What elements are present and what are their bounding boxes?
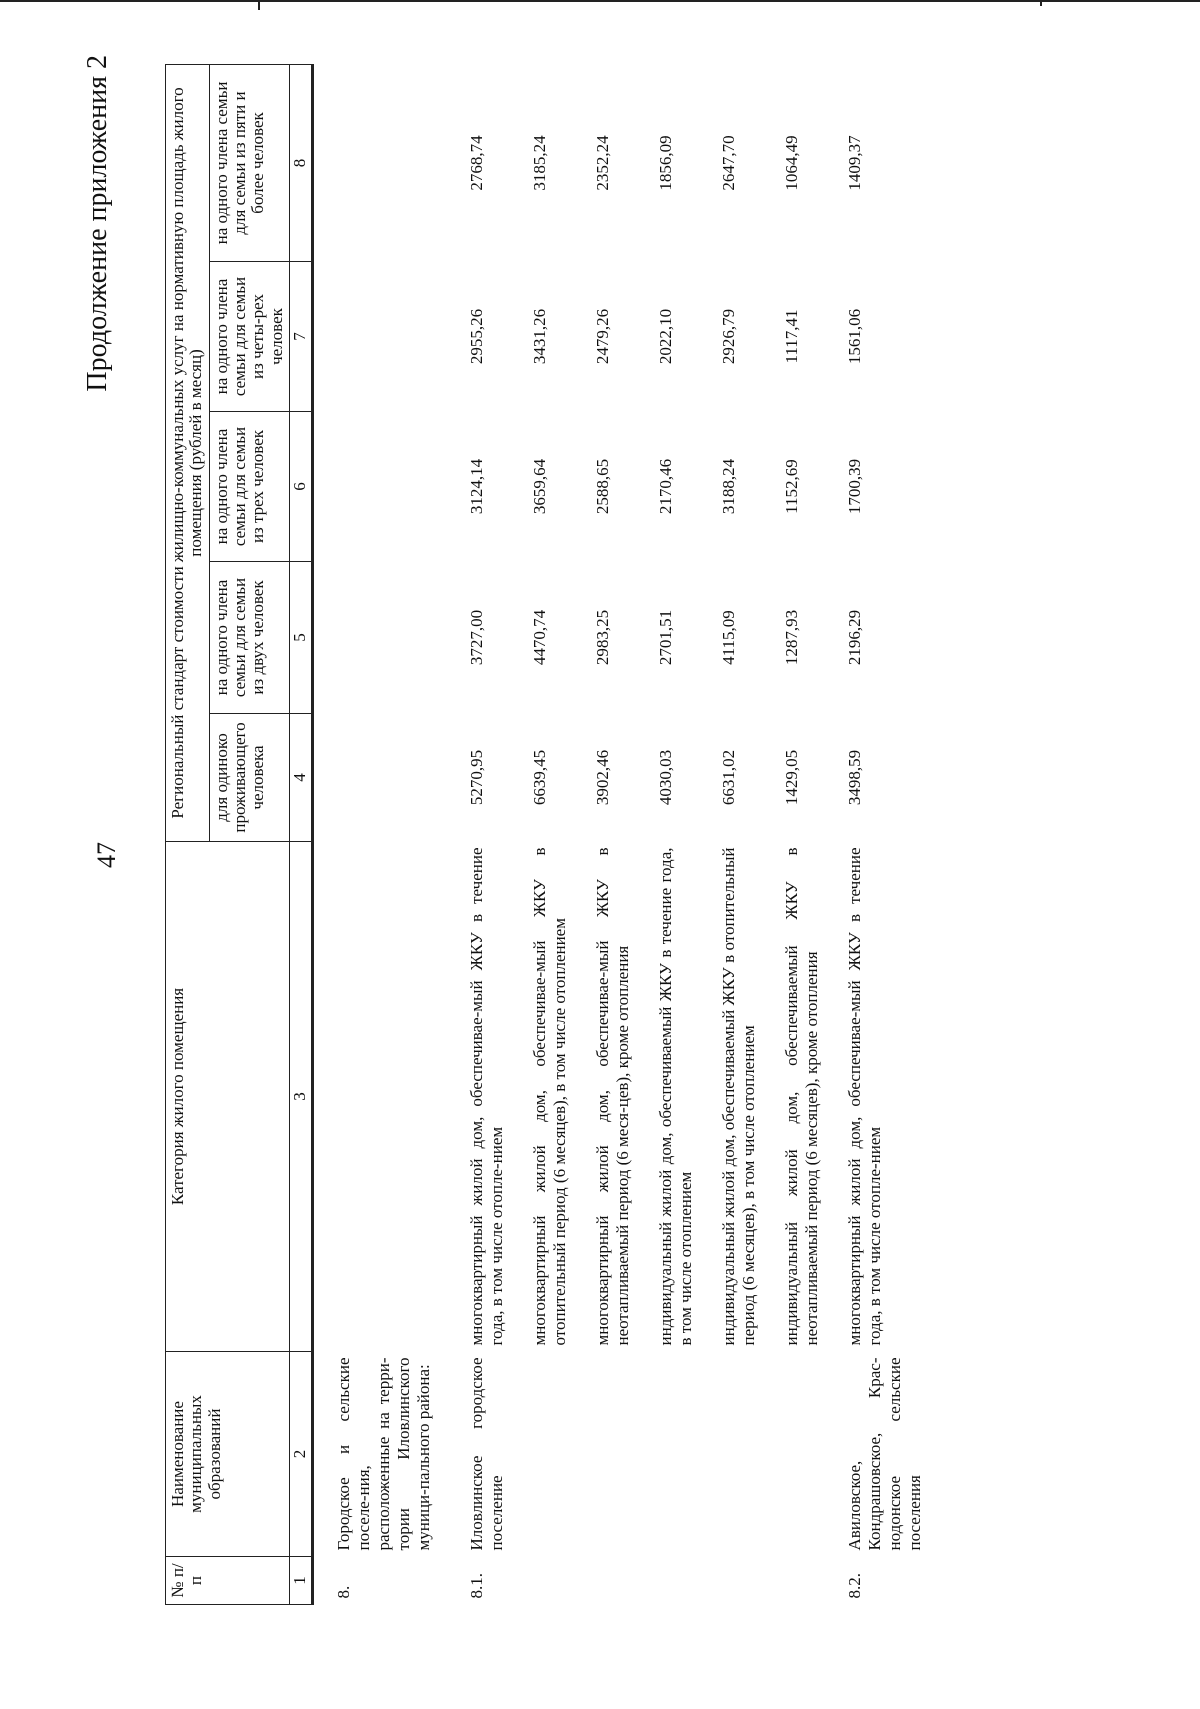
municipality-name: Иловлинское городское поселение <box>466 1357 506 1551</box>
row-number: 8. <box>333 1585 353 1599</box>
cost-single: 1429,05 <box>782 749 802 806</box>
housing-category: индивидуальный жилой дом, обеспечиваемый ЖКУ в неотапливаемый период (6 месяцев), кроме отопления <box>782 847 822 1346</box>
column-index: 6 <box>290 412 312 562</box>
cost-five-plus: 1064,49 <box>782 135 802 191</box>
cost-single: 6631,02 <box>719 749 739 806</box>
row-number: 8.2. <box>845 1573 865 1599</box>
housing-category: многоквартирный жилой дом, обеспечивае-мый ЖКУ в течение года, в том числе отопле-нием <box>845 847 885 1346</box>
cost-two: 2983,25 <box>592 609 612 666</box>
page-number: 47 <box>92 842 121 868</box>
cost-three: 3188,24 <box>719 458 739 515</box>
scan-edge-mark <box>258 0 260 10</box>
cost-three: 2588,65 <box>592 458 612 515</box>
cost-four <box>312 262 437 412</box>
cost-two <box>312 562 437 714</box>
cost-five-plus <box>312 64 437 261</box>
municipality-name <box>510 1352 573 1557</box>
header-group-standard: Региональный стандарт стоимости жилищно-коммунальных услуг на нормативную площадь жилого помещения (рублей в месяц) <box>166 64 210 841</box>
table-row <box>762 64 825 1604</box>
column-index: 2 <box>290 1352 312 1557</box>
cost-four: 1561,06 <box>845 308 865 365</box>
cost-five-plus: 2352,24 <box>592 135 612 191</box>
cost-single: 3498,59 <box>845 749 865 806</box>
row-number <box>699 1557 762 1605</box>
cost-two: 2701,51 <box>656 609 676 666</box>
cost-four: 1117,41 <box>782 309 802 364</box>
housing-category: многоквартирный жилой дом, обеспечивае-мый ЖКУ в неотапливаемый период (6 меся-цев), кроме отопления <box>592 847 632 1346</box>
header-col-three: на одного члена семьи для семьи из трех человек <box>209 412 289 562</box>
rotated-page <box>10 15 1190 1695</box>
cost-three: 3659,64 <box>529 458 549 515</box>
cost-five-plus: 1856,09 <box>656 135 676 191</box>
cost-four: 3431,26 <box>529 308 549 365</box>
row-number <box>636 1557 699 1605</box>
header-col-two: на одного члена семьи для семьи из двух человек <box>209 562 289 714</box>
row-number <box>510 1557 573 1605</box>
table-row <box>510 64 573 1604</box>
table-row <box>699 64 762 1604</box>
municipality-name <box>699 1352 762 1557</box>
cost-two: 2196,29 <box>845 609 865 666</box>
municipality-name <box>636 1352 699 1557</box>
cost-five-plus: 1409,37 <box>845 135 865 191</box>
scan-edge-mark <box>1040 0 1042 6</box>
cost-five-plus: 3185,24 <box>529 135 549 191</box>
cost-single <box>312 714 437 842</box>
table-row <box>573 64 636 1604</box>
cost-four: 2955,26 <box>466 308 486 365</box>
housing-category: многоквартирный жилой дом, обеспечивае-мый ЖКУ в течение года, в том числе отопле-нием <box>466 847 506 1346</box>
cost-two: 4115,09 <box>719 610 739 665</box>
column-index: 1 <box>290 1557 312 1605</box>
cost-four: 2022,10 <box>656 308 676 365</box>
cost-four: 2926,79 <box>719 308 739 365</box>
municipality-name <box>762 1352 825 1557</box>
table-row <box>437 64 510 1604</box>
row-number <box>573 1557 636 1605</box>
row-number: 8.1. <box>466 1573 486 1599</box>
header-col-five-plus: на одного члена семьи для семьи из пяти и более человек <box>209 64 289 261</box>
table-row <box>636 64 699 1604</box>
continuation-label: Продолжение приложения 2 <box>82 55 113 392</box>
cost-three <box>312 412 437 562</box>
column-index: 5 <box>290 562 312 714</box>
cost-two: 1287,93 <box>782 609 802 666</box>
header-col-four: на одного члена семьи для семьи из четы-рех человек <box>209 262 289 412</box>
column-index: 3 <box>290 842 312 1352</box>
column-index: 4 <box>290 714 312 842</box>
housing-category: индивидуальный жилой дом, обеспечиваемый ЖКУ в течение года, в том числе отоплением <box>656 847 696 1346</box>
cost-two: 3727,00 <box>466 609 486 666</box>
housing-category <box>312 842 437 1352</box>
scan-top-edge <box>0 0 1200 2</box>
header-col-category: Категория жилого помещения <box>166 842 290 1352</box>
cost-single: 3902,46 <box>592 749 612 806</box>
cost-three: 1152,69 <box>782 459 802 514</box>
cost-single: 6639,45 <box>529 749 549 806</box>
housing-category: многоквартирный жилой дом, обеспечивае-мый ЖКУ в отопительный период (6 месяцев), в том числе отоплением <box>529 847 569 1346</box>
cost-five-plus: 2647,70 <box>719 135 739 191</box>
cost-five-plus: 2768,74 <box>466 135 486 191</box>
cost-single: 4030,03 <box>656 749 676 806</box>
row-number <box>762 1557 825 1605</box>
header-col-single: для одиноко проживающего человека <box>209 714 289 842</box>
cost-three: 3124,14 <box>466 458 486 515</box>
header-col-name: Наименование муниципальных образований <box>166 1352 290 1557</box>
header-col-number: № п/п <box>166 1557 290 1605</box>
column-index: 8 <box>290 64 312 261</box>
cost-three: 2170,46 <box>656 458 676 515</box>
municipality-name <box>573 1352 636 1557</box>
cost-three: 1700,39 <box>845 458 865 515</box>
table-row <box>825 64 928 1604</box>
standards-table <box>165 64 929 1605</box>
municipality-name: Городское и сельские поселе-ния, расположенные на терри-тории Иловлинского муници-пального района: <box>333 1357 433 1551</box>
column-index: 7 <box>290 262 312 412</box>
housing-category: индивидуальный жилой дом, обеспечиваемый ЖКУ в отопительный период (6 месяцев), в том числе отоплением <box>719 847 759 1346</box>
municipality-name: Авиловское, Кондрашовское, Крас-нодонское сельские поселения <box>845 1357 925 1551</box>
cost-four: 2479,26 <box>592 308 612 365</box>
cost-single: 5270,95 <box>466 749 486 806</box>
table-row <box>312 64 437 1604</box>
cost-two: 4470,74 <box>529 609 549 666</box>
